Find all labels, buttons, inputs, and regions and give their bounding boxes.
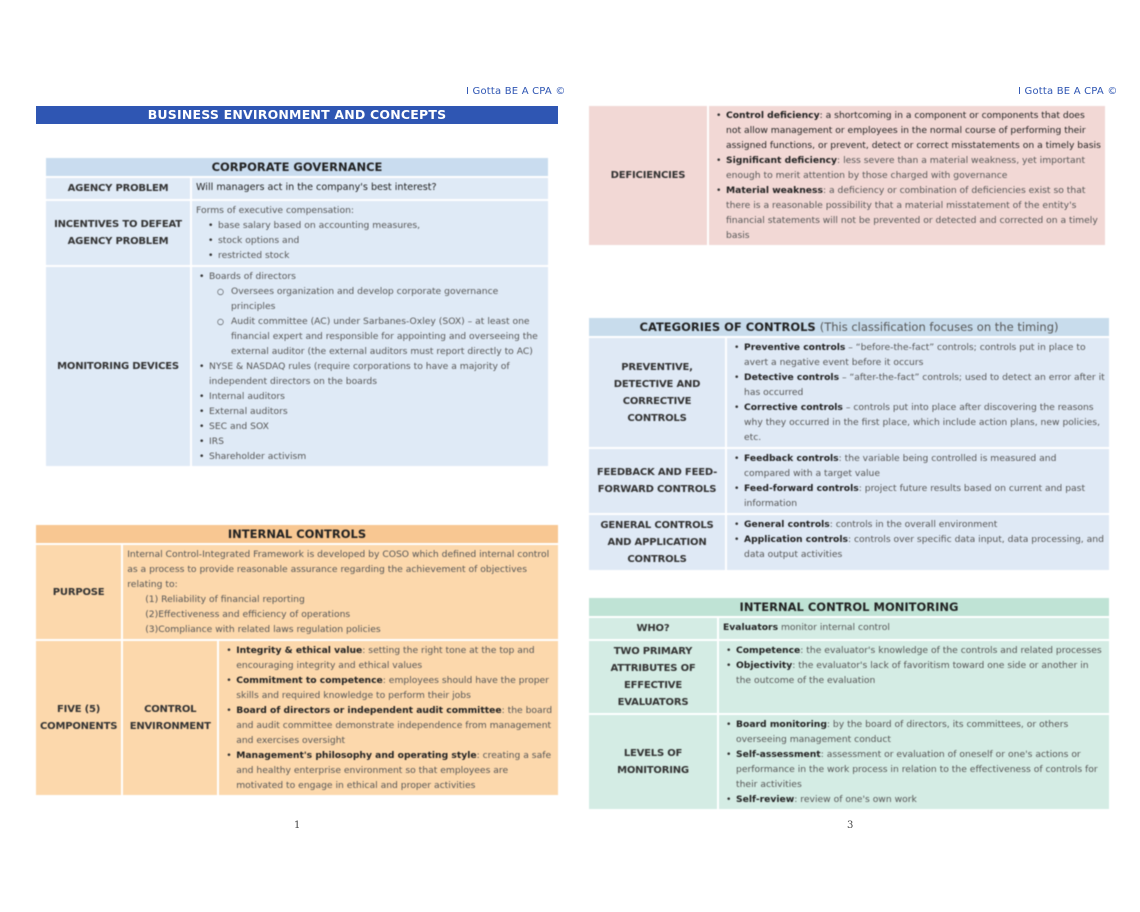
monitoring-list (196, 269, 544, 464)
list-item: • stock options and (218, 233, 544, 248)
definition: : a shortcoming in a component or components that does not allow management or employees in the normal course of performing their assigned functions, or prevent, detect or correct misstatements on a timely basis (726, 110, 1101, 151)
corporate-governance-table (44, 156, 550, 468)
who-cell (719, 618, 1109, 639)
page-title-banner: BUSINESS ENVIRONMENT AND CONCEPTS (36, 106, 558, 124)
general-application-list (731, 517, 1105, 562)
list-item-text: Boards of directors (209, 271, 296, 282)
who-label: WHO? (589, 618, 717, 639)
list-item: • Shareholder activism (209, 449, 544, 464)
list-item (744, 370, 1105, 400)
term: Board monitoring (736, 719, 827, 730)
term: Commitment to competence (236, 675, 383, 686)
page-number: 1 (294, 820, 301, 831)
list-item (736, 717, 1105, 747)
term: Feedback controls (744, 453, 839, 464)
definition: : review of one's own work (794, 794, 917, 805)
definition: : project future results based on current and past information (744, 483, 1086, 509)
general-application-label: GENERAL CONTROLS AND APPLICATION CONTROLS (589, 515, 725, 570)
term: Board of directors or independent audit committee (236, 705, 502, 716)
term: Evaluators (723, 622, 779, 633)
pdc-controls-label: PREVENTIVE, DETECTIVE AND CORRECTIVE CONTROLS (589, 338, 725, 447)
incentives-intro: Forms of executive compensation: (196, 205, 355, 216)
list-item (744, 481, 1105, 511)
term: Objectivity (736, 660, 793, 671)
list-item (236, 643, 554, 673)
categories-of-controls-table (587, 316, 1111, 572)
definition: – controls put into place after discovering the reasons why they occurred in the first place, which include action plans, new policies, etc. (744, 402, 1100, 443)
definition: : by the board of directors, its committees, or others overseeing management conduct (736, 719, 1069, 745)
list-item: • NYSE & NASDAQ rules (require corporations to have a majority of independent directors on the boards (209, 359, 544, 389)
definition: : the board and audit committee demonstrate independence from management and exercises oversight (236, 705, 553, 746)
list-item: • External auditors (209, 404, 544, 419)
definition: – “after-the-fact” controls; used to detect an error after it has occurred (744, 372, 1105, 398)
list-item (744, 400, 1105, 445)
incentives-label: INCENTIVES TO DEFEAT AGENCY PROBLEM (46, 201, 190, 265)
definition: : creating a safe and healthy enterprise environment so that employees are motivated to engage in ethical and proper activities (236, 750, 552, 791)
term: Competence (736, 645, 801, 656)
purpose-cell (123, 545, 558, 639)
list-item (744, 517, 1105, 532)
right-page (570, 0, 1140, 912)
corporate-governance-title: CORPORATE GOVERNANCE (46, 158, 548, 176)
incentives-list (196, 218, 544, 263)
term: Feed-forward controls (744, 483, 859, 494)
agency-problem-label: AGENCY PROBLEM (46, 178, 190, 199)
general-application-cell (727, 515, 1109, 570)
feedback-controls-label: FEEDBACK AND FEED-FORWARD CONTROLS (589, 449, 725, 513)
feedback-list (731, 451, 1105, 511)
list-item: • base salary based on accounting measures, (218, 218, 544, 233)
term: Management's philosophy and operating style (236, 750, 477, 761)
list-item (209, 269, 544, 359)
list-item (736, 658, 1105, 688)
control-environment-list (223, 643, 554, 793)
internal-control-monitoring-table (587, 596, 1111, 811)
list-item (744, 340, 1105, 370)
definition: : assessment or evaluation of oneself or one's actions or performance in the work process in relation to the effectiveness of controls for their activities (736, 749, 1098, 790)
definition: : controls in the overall environment (829, 519, 998, 530)
deficiencies-list (713, 108, 1101, 243)
list-item: • Internal auditors (209, 389, 544, 404)
purpose-text: Internal Control-Integrated Framework is developed by COSO which defined internal control as a process to provide reasonable assurance regarding the achievement of objectives relating to: (127, 549, 550, 590)
feedback-controls-cell (727, 449, 1109, 513)
pdc-list (731, 340, 1105, 445)
list-item: • restricted stock (218, 248, 544, 263)
definition: monitor internal control (778, 622, 890, 633)
term: Integrity & ethical value (236, 645, 363, 656)
monitoring-devices-label: MONITORING DEVICES (46, 267, 190, 466)
list-item: ○ Audit committee (AC) under Sarbanes-Oxley (SOX) – at least one financial expert and responsible for appointing and overseeing the external auditor (the external auditors must report directly to AC) (231, 314, 544, 359)
list-item (736, 792, 1105, 807)
brand-watermark: I Gotta BE A CPA © (466, 86, 566, 97)
definition: : the evaluator's lack of favoritism toward one side or another in the outcome of the evaluation (736, 660, 1089, 686)
list-item (736, 643, 1105, 658)
definition: : employees should have the proper skills and required knowledge to perform their jobs (236, 675, 549, 701)
term: Self-review (736, 794, 795, 805)
incentives-cell (192, 201, 548, 265)
definition: : controls over specific data input, data processing, and data output activities (744, 534, 1104, 560)
list-item: • SEC and SOX (209, 419, 544, 434)
categories-header (589, 318, 1109, 336)
purpose-item: (3)Compliance with related laws regulation policies (145, 624, 381, 635)
list-item: ○ Oversees organization and develop corporate governance principles (231, 284, 544, 314)
purpose-item: (1) Reliability of financial reporting (145, 594, 305, 605)
definition: : the variable being controlled is measured and compared with a target value (744, 453, 1057, 479)
list-item (726, 108, 1101, 153)
deficiencies-cell (709, 106, 1105, 245)
term: Significant deficiency (726, 155, 838, 166)
attributes-list (723, 643, 1105, 688)
evaluator-attributes-cell (719, 641, 1109, 713)
definition: : a deficiency or combination of deficiencies exist so that there is a reasonable possibility that a material misstatement of the entity's financial statements will not be prevented or detected and corrected on a timely basis (726, 185, 1098, 241)
term: Material weakness (726, 185, 823, 196)
definition: : less severe than a material weakness, yet important enough to merit attention by those charged with governance (726, 155, 1086, 181)
term: Control deficiency (726, 110, 820, 121)
control-environment-label: CONTROL ENVIRONMENT (123, 641, 217, 795)
term: Preventive controls (744, 342, 846, 353)
internal-controls-table (34, 523, 560, 797)
term: Self-assessment (736, 749, 821, 760)
purpose-label: PURPOSE (36, 545, 121, 639)
monitoring-title: INTERNAL CONTROL MONITORING (589, 598, 1109, 616)
levels-list (723, 717, 1105, 807)
evaluator-attributes-label: TWO PRIMARY ATTRIBUTES OF EFFECTIVE EVALUATORS (589, 641, 717, 713)
list-item (236, 703, 554, 748)
purpose-item: (2)Effectiveness and efficiency of operations (145, 609, 351, 620)
list-item (726, 183, 1101, 243)
definition: : the evaluator's knowledge of the controls and related processes (800, 645, 1102, 656)
brand-watermark: I Gotta BE A CPA © (1018, 86, 1118, 97)
monitoring-devices-cell (192, 267, 548, 466)
categories-title-note: (This classification focuses on the timing) (819, 320, 1059, 334)
list-item (236, 748, 554, 793)
page-number: 3 (847, 820, 854, 831)
levels-of-monitoring-cell (719, 715, 1109, 809)
list-item (736, 747, 1105, 792)
term: Application controls (744, 534, 848, 545)
pdc-controls-cell (727, 338, 1109, 447)
five-components-label: FIVE (5) COMPONENTS (36, 641, 121, 795)
deficiencies-table (587, 104, 1107, 247)
term: General controls (744, 519, 830, 530)
list-item: • IRS (209, 434, 544, 449)
list-item (744, 532, 1105, 562)
control-environment-cell (219, 641, 558, 795)
boards-sublist (209, 284, 544, 359)
term: Detective controls (744, 372, 840, 383)
categories-title: CATEGORIES OF CONTROLS (639, 320, 816, 334)
agency-problem-text: Will managers act in the company's best interest? (192, 178, 548, 199)
term: Corrective controls (744, 402, 843, 413)
internal-controls-title: INTERNAL CONTROLS (36, 525, 558, 543)
list-item (726, 153, 1101, 183)
deficiencies-label: DEFICIENCIES (589, 106, 707, 245)
definition: – “before-the-fact” controls; controls put in place to avert a negative event before it occurs (744, 342, 1086, 368)
list-item (744, 451, 1105, 481)
list-item (236, 673, 554, 703)
levels-of-monitoring-label: LEVELS OF MONITORING (589, 715, 717, 809)
definition: : setting the right tone at the top and encouraging integrity and ethical values (236, 645, 535, 671)
